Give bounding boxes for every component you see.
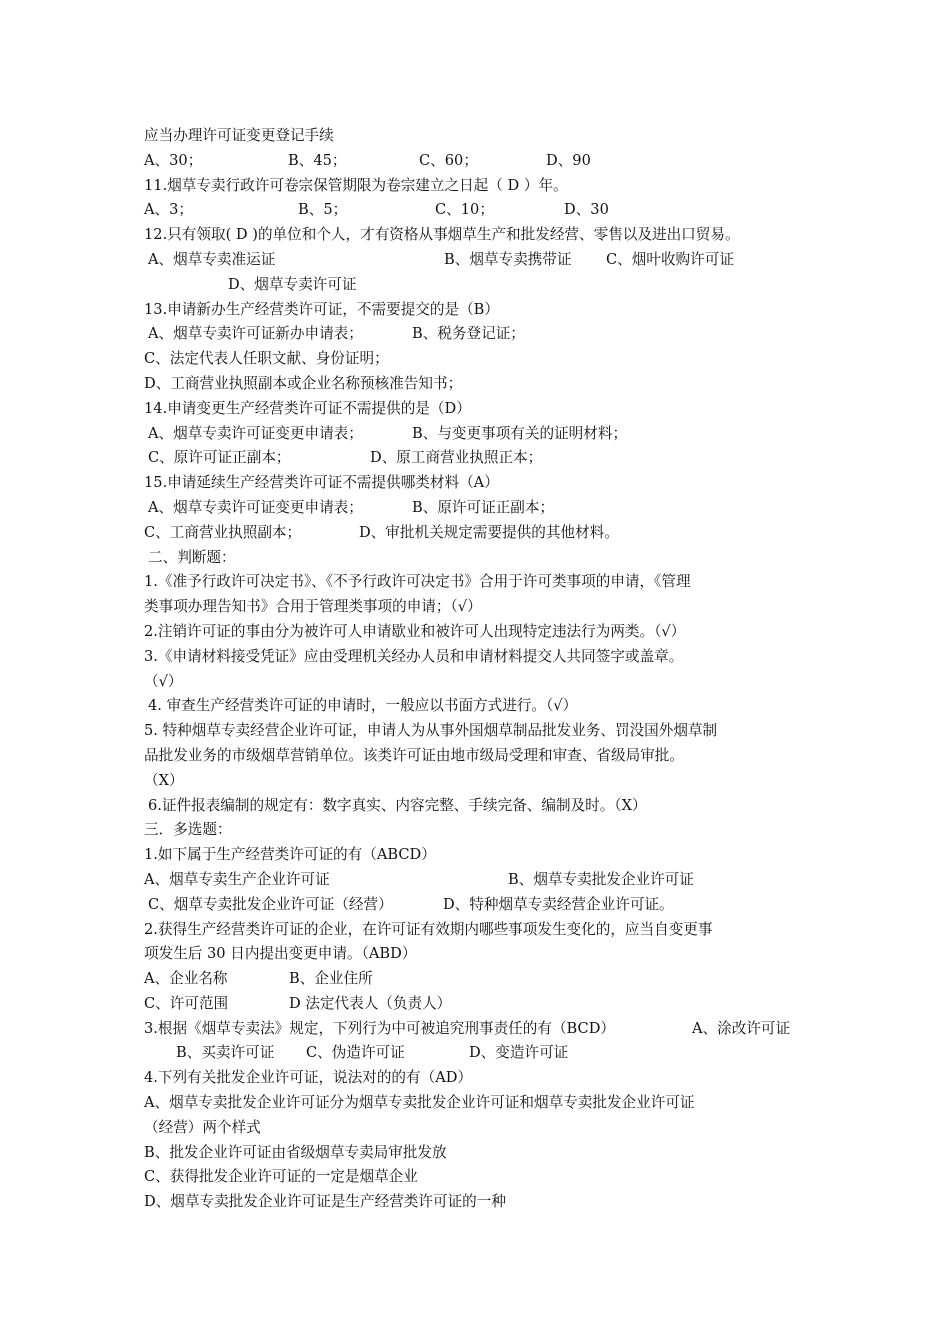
text-segment: D、变造许可证 [469,1044,569,1062]
text-line [144,298,814,323]
text-segment: D、30 [564,201,609,219]
text-segment: 项发生后 30 日内提出变更申请。（ABD） [144,945,417,963]
text-segment: 2.注销许可证的事由分为被许可人申请歇业和被许可人出现特定违法行为两类。（√） [144,622,686,640]
document-body [144,124,814,1215]
text-line [144,769,814,794]
text-line [144,843,814,868]
text-segment: C、伪造许可证 [306,1044,405,1062]
text-line [144,124,814,149]
text-segment: 类事项办理告知书》合用于管理类事项的申请；（√） [144,598,482,616]
text-line [144,868,814,893]
text-segment: 15.申请延续生产经营类许可证不需提供哪类材料（A） [144,474,499,492]
text-segment: A、企业名称 [144,970,228,988]
text-segment: C、60； [419,151,478,169]
text-line [144,248,814,273]
text-segment: D、烟草专卖许可证 [228,275,357,293]
text-segment: B、5； [298,201,348,219]
text-segment: B、税务登记证； [412,325,525,343]
text-segment: B、原许可证正副本； [412,498,555,516]
text-segment: A、烟草专卖许可证变更申请表； [148,498,363,516]
text-line [144,372,814,397]
text-line [144,149,814,174]
text-segment: 12.只有领取( D )的单位和个人，才有资格从事烟草生产和批发经营、零售以及进出口贸易。 [144,226,740,244]
text-segment: （经营）两个样式 [144,1118,261,1136]
text-segment: D、审批机关规定需要提供的其他材料。 [359,523,619,541]
text-segment: B、批发企业许可证由省级烟草专卖局审批发放 [144,1143,447,1161]
text-line [144,918,814,943]
text-segment: A、烟草专卖批发企业许可证分为烟草专卖批发企业许可证和烟草专卖批发企业许可证 [144,1094,695,1112]
text-segment: 11.烟草专卖行政许可卷宗保管期限为卷宗建立之日起（ D ）年。 [144,176,568,194]
text-line [144,174,814,199]
text-segment: 品批发业务的市级烟草营销单位。该类许可证由地市级局受理和审查、省级局审批。 [144,746,684,764]
text-line [144,794,814,819]
text-segment: D 法定代表人（负责人） [289,994,452,1012]
text-segment: B、买卖许可证 [176,1044,275,1062]
text-segment: D、原工商营业执照正本； [370,449,543,467]
text-line [144,1116,814,1141]
text-segment: C、法定代表人任职文献、身份证明； [144,350,389,368]
text-line [144,570,814,595]
text-line [144,1041,814,1066]
text-segment: A、烟草专卖许可证新办申请表； [148,325,363,343]
text-line [144,744,814,769]
text-segment: 1.如下属于生产经营类许可证的有（ABCD） [144,846,436,864]
text-line [144,347,814,372]
text-segment: B、45； [288,151,347,169]
text-segment: C、烟草专卖批发企业许可证（经营） [148,895,393,913]
text-line [144,1165,814,1190]
text-segment: B、与变更事项有关的证明材料； [412,424,628,442]
text-segment: 5. 特种烟草专卖经营企业许可证，申请人为从事外国烟草制品批发业务、罚没国外烟草制 [144,722,718,740]
text-segment: A、烟草专卖生产企业许可证 [144,870,330,888]
text-line [144,1091,814,1116]
text-segment: A、30； [144,151,203,169]
text-line [144,546,814,571]
text-line [144,992,814,1017]
text-line [144,670,814,695]
text-line [144,422,814,447]
text-line [144,967,814,992]
text-segment: 应当办理许可证变更登记手续 [144,127,334,144]
text-segment: C、10； [435,201,494,219]
text-segment: 4. 审查生产经营类许可证的申请时，一般应以书面方式进行。（√） [148,697,578,715]
text-line [144,496,814,521]
text-segment: D、烟草专卖批发企业许可证是生产经营类许可证的一种 [144,1193,506,1211]
text-line [144,273,814,298]
text-line [144,1017,814,1042]
text-line [144,397,814,422]
text-line [144,1141,814,1166]
text-segment: D、工商营业执照副本或企业名称预核准告知书； [144,374,463,392]
text-segment: 13.申请新办生产经营类许可证，不需要提交的是（B） [144,300,499,318]
text-segment: 2.获得生产经营类许可证的企业，在许可证有效期内哪些事项发生变化的，应当自变更事 [144,920,713,938]
text-line [144,1190,814,1215]
text-segment: 6.证件报表编制的规定有：数字真实、内容完整、手续完备、编制及时。（X） [148,796,647,814]
text-line [144,694,814,719]
text-line [144,223,814,248]
text-line [144,198,814,223]
text-segment: A、3； [144,201,194,219]
text-segment: B、烟草专卖批发企业许可证 [508,870,694,888]
text-segment: 4.下列有关批发企业许可证，说法对的的有（AD） [144,1069,473,1087]
text-segment: C、工商营业执照副本； [144,523,302,541]
text-segment: D、90 [546,151,591,169]
text-line [144,521,814,546]
text-segment: C、获得批发企业许可证的一定是烟草企业 [144,1168,418,1186]
text-segment: C、许可范围 [144,994,229,1012]
text-segment: C、烟叶收购许可证 [606,250,734,268]
text-line [144,595,814,620]
text-segment: 二、判断题： [148,548,236,566]
text-segment: C、原许可证正副本； [148,449,291,467]
text-line [144,645,814,670]
text-segment: 三．多选题： [144,821,232,839]
text-segment: B、烟草专卖携带证 [444,250,572,268]
text-line [144,893,814,918]
text-segment: 1.《准予行政许可决定书》、《不予行政许可决定书》合用于许可类事项的申请，《管理 [144,573,691,591]
text-line [144,818,814,843]
text-line [144,1066,814,1091]
text-line [144,446,814,471]
text-line [144,942,814,967]
text-segment: B、企业住所 [289,970,373,988]
text-line [144,471,814,496]
text-segment: A、涂改许可证 [692,1019,791,1037]
text-segment: 14.申请变更生产经营类许可证不需提供的是（D） [144,399,471,417]
text-segment: A、烟草专卖准运证 [148,250,276,268]
text-segment: （X） [144,771,184,789]
text-segment: A、烟草专卖许可证变更申请表； [148,424,363,442]
text-segment: 3.《申请材料接受凭证》应由受理机关经办人员和申请材料提交人共同签字或盖章。 [144,647,684,665]
text-line [144,719,814,744]
text-segment: 3.根据《烟草专卖法》规定，下列行为中可被追究刑事责任的有（BCD） [144,1019,616,1037]
text-segment: D、特种烟草专卖经营企业许可证。 [443,895,674,913]
text-line [144,322,814,347]
text-segment: （√） [144,672,183,690]
text-line [144,620,814,645]
